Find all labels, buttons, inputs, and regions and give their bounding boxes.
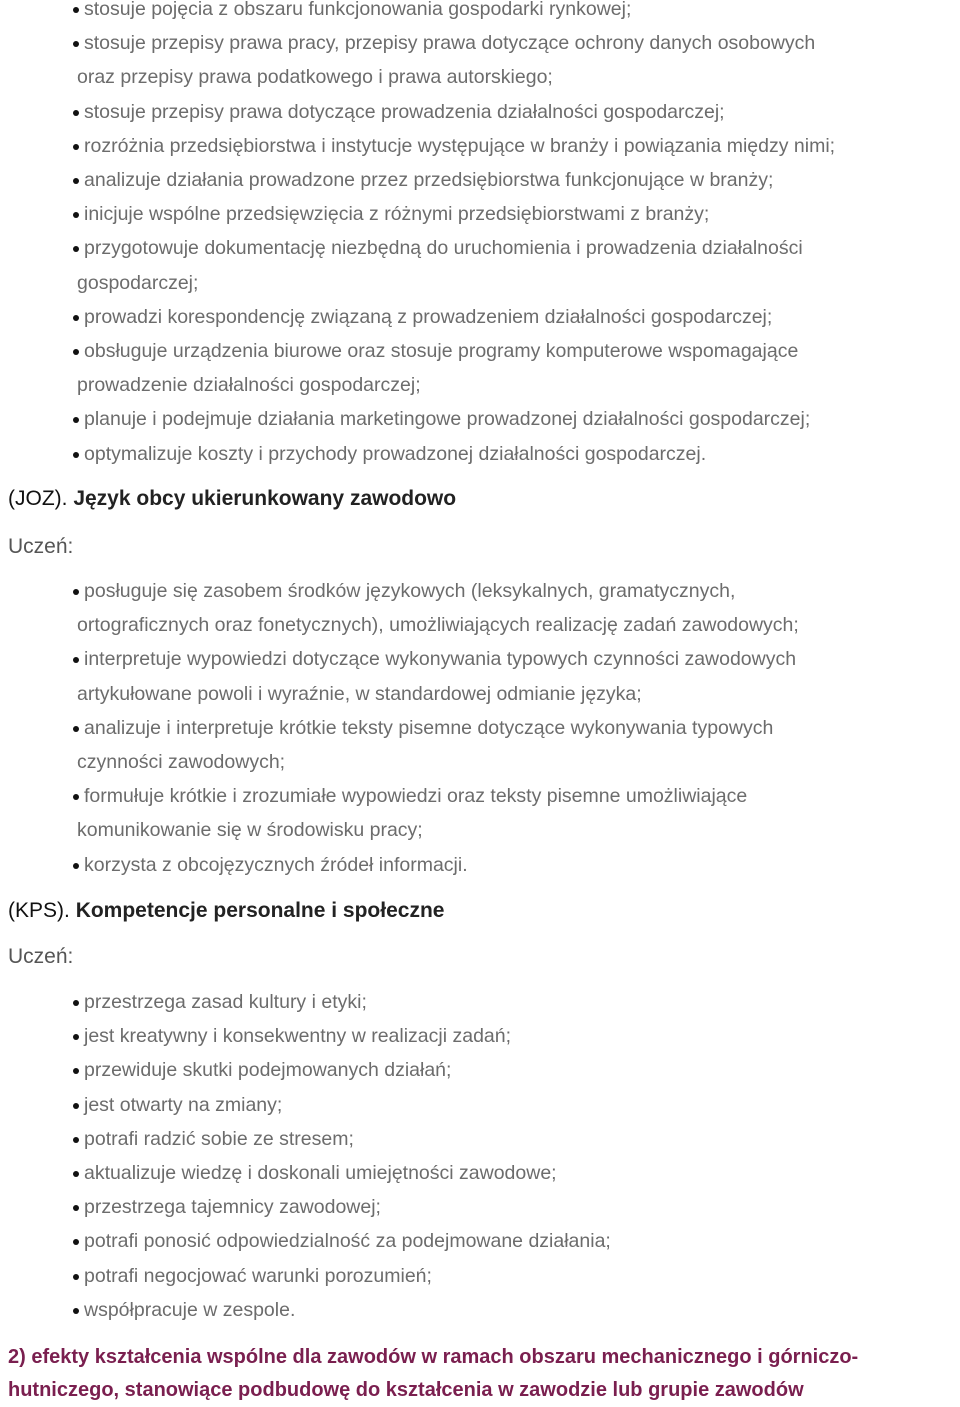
list-item-continuation: komunikowanie się w środowisku pracy; xyxy=(77,819,423,842)
list-item xyxy=(0,129,960,163)
bullet-icon xyxy=(73,863,79,869)
list-item-text: przestrzega tajemnicy zawodowej; xyxy=(84,1196,381,1219)
list-item-text: posługuje się zasobem środków językowych (leksykalnych, gramatycznych, xyxy=(84,580,736,602)
final-heading-line: 2) efekty kształcenia wspólne dla zawodów w ramach obszaru mechanicznego i górniczo- xyxy=(8,1346,859,1368)
list-item-text: optymalizuje koszty i przychody prowadzonej działalności gospodarczej. xyxy=(84,442,707,465)
list-item-continuation: prowadzenie działalności gospodarczej; xyxy=(77,374,421,397)
list-item-text: korzysta z obcojęzycznych źródeł informacji. xyxy=(84,853,468,876)
list-item-text: rozróżnia przedsiębiorstwa i instytucje występujące w branży i powiązania między nimi; xyxy=(84,134,836,157)
list-item-text: przygotowuje dokumentację niezbędną do uruchomienia i prowadzenia działalności xyxy=(84,237,803,260)
list-item xyxy=(0,402,960,436)
list-item xyxy=(0,985,960,1019)
bullet-icon xyxy=(73,246,79,252)
uczen-label: Uczeń: xyxy=(8,945,74,968)
list-item-continuation: artykułowane powoli i wyraźnie, w standardowej odmianie języka; xyxy=(77,682,642,705)
list-item-text: stosuje pojęcia z obszaru funkcjonowania gospodarki rynkowej; xyxy=(84,0,632,20)
list-item xyxy=(0,197,960,231)
list-item xyxy=(0,1019,960,1053)
bullet-icon xyxy=(73,1274,79,1280)
bullet-icon xyxy=(73,657,79,663)
bullet-icon xyxy=(73,1034,79,1040)
list-item xyxy=(0,231,960,299)
bullet-icon xyxy=(73,1137,79,1143)
list-item xyxy=(0,1156,960,1190)
list-item-text: obsługuje urządzenia biurowe oraz stosuje programy komputerowe wspomagające xyxy=(84,340,799,363)
list-item-text: stosuje przepisy prawa dotyczące prowadzenia działalności gospodarczej; xyxy=(84,100,725,123)
list-item xyxy=(0,1293,960,1327)
section-code: (KPS). xyxy=(8,899,70,922)
list-item-text: prowadzi korespondencję związaną z prowadzeniem działalności gospodarczej; xyxy=(84,305,773,328)
bullet-icon xyxy=(73,452,79,458)
list-item-text: jest kreatywny i konsekwentny w realizacji zadań; xyxy=(84,1025,512,1048)
bullet-icon xyxy=(73,178,79,184)
final-heading-line: hutniczego, stanowiące podbudowę do kształcenia w zawodzie lub grupie zawodów xyxy=(8,1379,804,1401)
bullet-icon xyxy=(73,1103,79,1109)
list-item-continuation: czynności zawodowych; xyxy=(77,751,286,774)
list-item xyxy=(0,300,960,334)
list-item-text: interpretuje wypowiedzi dotyczące wykonywania typowych czynności zawodowych xyxy=(84,648,797,671)
list-item xyxy=(0,0,960,26)
list-item xyxy=(0,437,960,471)
list-item xyxy=(0,779,960,847)
bullet-icon xyxy=(73,589,79,595)
list-item xyxy=(0,711,960,779)
list-item xyxy=(0,1259,960,1293)
list-item xyxy=(0,334,960,402)
bullet-icon xyxy=(73,315,79,321)
list-item xyxy=(0,95,960,129)
section-title: Kompetencje personalne i społeczne xyxy=(75,899,445,922)
uczen-label: Uczeń: xyxy=(8,535,74,558)
bullet-icon xyxy=(73,1068,79,1074)
list-item xyxy=(0,1224,960,1258)
bullet-icon xyxy=(73,1171,79,1177)
list-item xyxy=(0,1088,960,1122)
section-title: Język obcy ukierunkowany zawodowo xyxy=(73,487,457,510)
list-item xyxy=(0,1122,960,1156)
list-item xyxy=(0,163,960,197)
bullet-icon xyxy=(73,212,79,218)
bullet-icon xyxy=(73,1000,79,1006)
section-heading-joz xyxy=(8,484,456,514)
list-item xyxy=(0,848,960,882)
list-item-text: jest otwarty na zmiany; xyxy=(84,1093,283,1116)
competency-list-a xyxy=(0,0,960,471)
list-item-text: analizuje i interpretuje krótkie teksty pisemne dotyczące wykonywania typowych xyxy=(84,716,774,739)
list-item-text: współpracuje w zespole. xyxy=(84,1298,296,1321)
list-item-continuation: oraz przepisy prawa podatkowego i prawa autorskiego; xyxy=(77,66,553,89)
bullet-icon xyxy=(73,1239,79,1245)
list-item-text: analizuje działania prowadzone przez przedsiębiorstwa funkcjonujące w branży; xyxy=(84,169,774,192)
competency-list-kps xyxy=(0,985,960,1327)
list-item-text: potrafi radzić sobie ze stresem; xyxy=(84,1127,354,1150)
competency-list-joz xyxy=(0,574,960,882)
bullet-icon xyxy=(73,726,79,732)
bullet-icon xyxy=(73,7,79,13)
list-item-text: formułuje krótkie i zrozumiałe wypowiedzi oraz teksty pisemne umożliwiające xyxy=(84,785,748,808)
bullet-icon xyxy=(73,41,79,47)
final-heading xyxy=(8,1341,858,1407)
list-item-text: inicjuje wspólne przedsięwzięcia z różnymi przedsiębiorstwami z branży; xyxy=(84,203,710,226)
bullet-icon xyxy=(73,144,79,150)
list-item xyxy=(0,1053,960,1087)
list-item-text: przewiduje skutki podejmowanych działań; xyxy=(84,1059,452,1082)
list-item-continuation: ortograficznych oraz fonetycznych), umożliwiających realizację zadań zawodowych; xyxy=(77,614,799,637)
bullet-icon xyxy=(73,1308,79,1314)
list-item-text: potrafi negocjować warunki porozumień; xyxy=(84,1264,432,1287)
bullet-icon xyxy=(73,794,79,800)
bullet-icon xyxy=(73,349,79,355)
bullet-icon xyxy=(73,110,79,116)
list-item-text: potrafi ponosić odpowiedzialność za podejmowane działania; xyxy=(84,1230,611,1253)
list-item xyxy=(0,642,960,710)
section-code: (JOZ). xyxy=(8,487,68,510)
list-item-text: przestrzega zasad kultury i etyki; xyxy=(84,991,367,1013)
list-item-text: planuje i podejmuje działania marketingowe prowadzonej działalności gospodarczej; xyxy=(84,408,811,431)
list-item-continuation: gospodarczej; xyxy=(77,271,199,294)
list-item xyxy=(0,1190,960,1224)
list-item xyxy=(0,574,960,642)
list-item-text: aktualizuje wiedzę i doskonali umiejętności zawodowe; xyxy=(84,1162,557,1185)
section-heading-kps xyxy=(8,896,444,926)
list-item-text: stosuje przepisy prawa pracy, przepisy prawa dotyczące ochrony danych osobowych xyxy=(84,32,816,55)
list-item xyxy=(0,26,960,94)
bullet-icon xyxy=(73,417,79,423)
bullet-icon xyxy=(73,1205,79,1211)
